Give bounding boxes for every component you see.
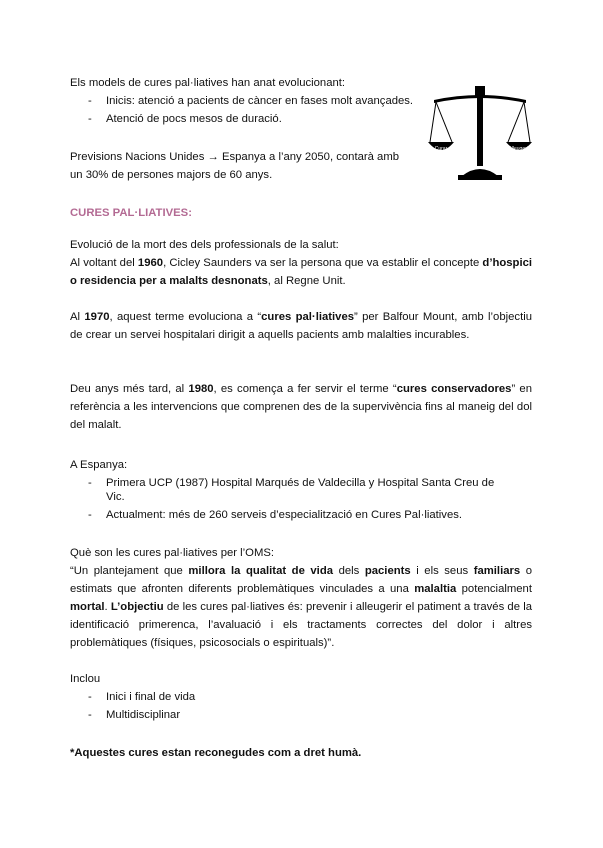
footnote: *Aquestes cures estan reconegudes com a dret humà. [70, 747, 362, 759]
scale-post [477, 94, 483, 166]
list-item [88, 506, 462, 524]
text: Deu anys més tard, al [70, 383, 189, 395]
list-item-text: Inicis: atenció a pacients de càncer en fases molt avançades. [106, 95, 414, 107]
list-item [88, 110, 282, 128]
list-item-continuation: Vic. [106, 491, 125, 503]
text: , es comença a fer servir el terme “ [213, 383, 397, 395]
bold-term: pacients [364, 565, 411, 577]
bullet-dash: - [88, 95, 92, 107]
list-item [88, 706, 180, 724]
text: , aquest terme evoluciona a “ [109, 311, 262, 323]
text: “Un plantejament que [70, 565, 189, 577]
bold-term: cures conservadores [396, 383, 512, 395]
text: Al voltant del [70, 257, 138, 269]
list-item-text: Primera UCP (1987) Hospital Marqués de Valdecilla y Hospital Santa Creu de [106, 477, 495, 489]
text: dels [333, 565, 365, 577]
text: , Cicley Saunders va ser la persona que va establir el concepte [163, 257, 483, 269]
scale-base [462, 169, 498, 176]
text: de les cures pal·liatives és: prevenir i alleugerir el patiment a través de la identificació primerenca, l’avaluació i els tractaments correctes del dolor i altres problemàtiques (físiques, psicosocials o espirituals)”. [70, 601, 533, 649]
left-pan-label: Curar [434, 146, 448, 152]
oms-title: Què son les cures pal·liatives per l’OMS: [70, 547, 275, 559]
bold-term: mortal [70, 601, 105, 613]
forecast-line-2: un 30% de persones majors de 60 anys. [70, 169, 273, 181]
bold-term: d’hospici o residencia per a malalts desnonats [70, 257, 533, 287]
bold-term: millora la qualitat de vida [188, 565, 334, 577]
bullet-dash: - [88, 113, 92, 125]
list-item [88, 688, 195, 706]
paragraph-1960 [70, 254, 532, 290]
section-heading: CURES PAL·LIATIVES: [70, 207, 192, 219]
text: Al [70, 311, 85, 323]
text: , al Regne Unit. [267, 275, 346, 287]
list-item [88, 474, 528, 492]
spain-title: A Espanya: [70, 459, 128, 471]
bullet-dash: - [88, 709, 92, 721]
text: . [104, 601, 111, 613]
year: 1980 [188, 383, 214, 395]
list-item-text: Inici i final de vida [106, 691, 196, 703]
bullet-dash: - [88, 509, 92, 521]
text: potencialment [456, 583, 532, 595]
bold-term: L’objectiu [110, 601, 164, 613]
bullet-dash: - [88, 691, 92, 703]
text: o estimats que afronten diferents problemàtiques vinculades a una [70, 565, 533, 595]
list-item [88, 92, 413, 110]
year: 1970 [84, 311, 110, 323]
bold-term: cures pal·liatives [261, 311, 355, 323]
list-item-text: Multidisciplinar [106, 709, 181, 721]
right-pan-label: Alleugerir [508, 146, 530, 152]
oms-quote [70, 562, 532, 652]
list-item-text: Actualment: més de 260 serveis d’especialització en Cures Pal·liatives. [106, 509, 463, 521]
paragraph-1970 [70, 308, 532, 344]
paragraph-1980 [70, 380, 532, 434]
justice-scale-image [428, 84, 532, 184]
bullet-dash: - [88, 477, 92, 489]
text: i els seus [410, 565, 474, 577]
year: 1960 [137, 257, 164, 269]
bold-term: malaltia [414, 583, 457, 595]
forecast-line-1: Previsions Nacions Unides → Espanya a l’any 2050, contarà amb [70, 151, 400, 163]
list-item-text: Atenció de pocs mesos de duració. [106, 113, 282, 125]
bold-term: familiars [473, 565, 521, 577]
text: ” per Balfour Mount, amb l’objectiu de crear un servei hospitalari dirigit a aquells pacients amb malalties incurables. [70, 311, 532, 341]
text: ” en referència a les intervencions que comprenen des de la supervivència fins al maneig del dol del malalt. [70, 383, 532, 431]
evolution-intro: Evolució de la mort des dels professionals de la salut: [70, 239, 339, 251]
models-text: Els models de cures pal·liatives han anat evolucionant: [70, 77, 346, 89]
inclou-title: Inclou [70, 673, 101, 685]
